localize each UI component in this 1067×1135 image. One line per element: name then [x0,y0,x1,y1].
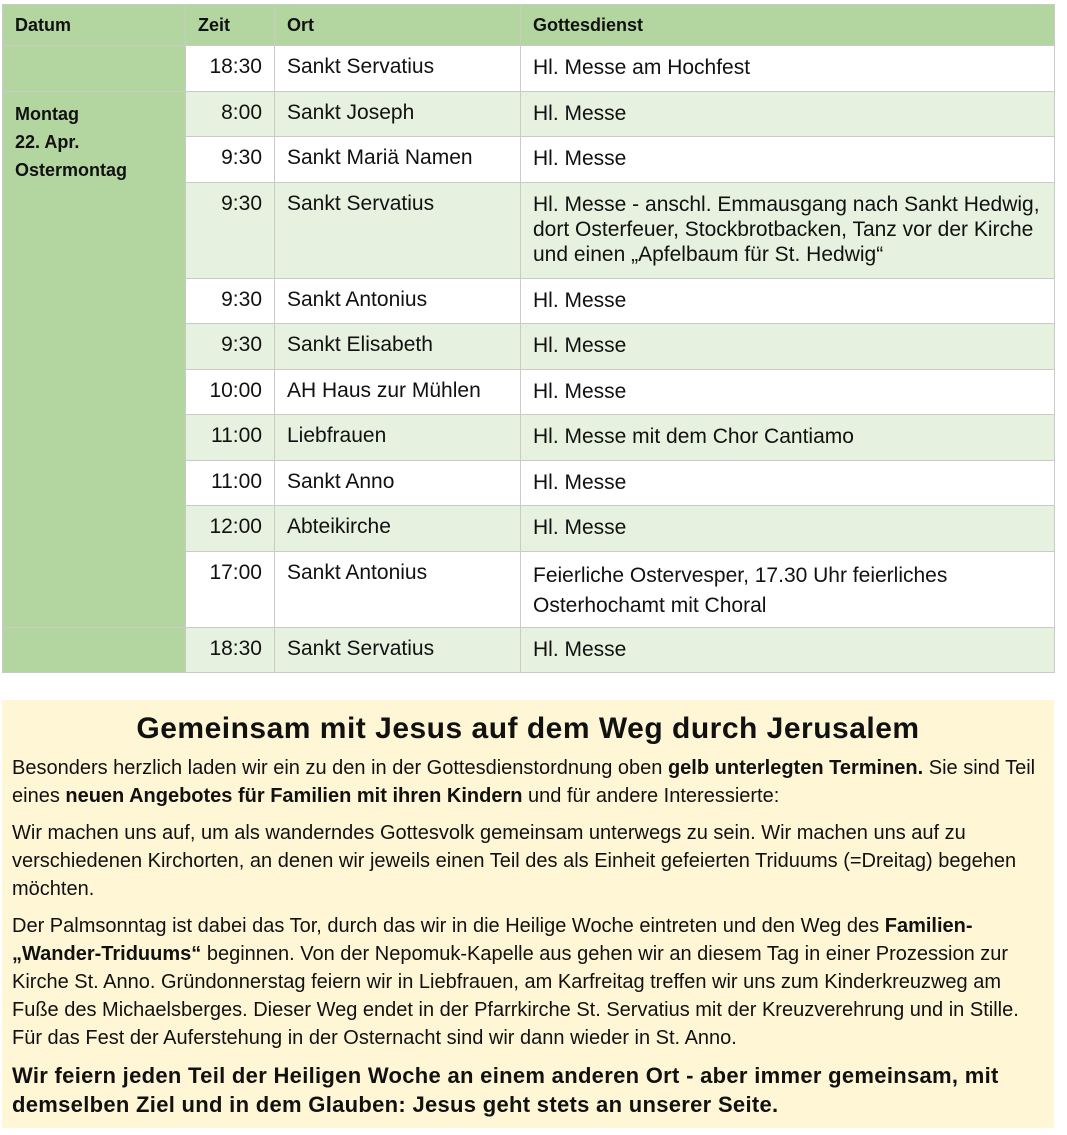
service-cell: Hl. Messe [521,628,1055,673]
info-title: Gemeinsam mit Jesus auf dem Weg durch Jerusalem [136,712,920,745]
service-cell: Hl. Messe [521,92,1055,137]
header-datum: Datum [3,5,186,46]
datum-cell-empty [3,46,186,92]
time-cell: 18:30 [186,628,275,673]
location-cell: Sankt Servatius [275,183,521,279]
time-cell: 9:30 [186,324,275,370]
table-row [3,92,1055,137]
time-cell: 10:00 [186,370,275,415]
header-zeit: Zeit [186,5,275,46]
time-cell: 11:00 [186,461,275,506]
datum-cell-empty [3,628,186,673]
location-cell: Sankt Joseph [275,92,521,137]
time-cell: 8:00 [186,92,275,137]
palmsunday-highlight: Familien-„Wander-Triduums“ [12,915,973,965]
table-row [3,46,1055,92]
location-cell: Abteikirche [275,506,521,552]
service-cell: Hl. Messe [521,506,1055,552]
header-gottesdienst: Gottesdienst [521,5,1055,46]
location-cell: Sankt Servatius [275,46,521,92]
schedule-table [2,4,1055,673]
service-cell: Feierliche Ostervesper, 17.30 Uhr feierliches Osterhochamt mit Choral [521,552,1055,628]
info-paragraph-intro [12,754,1044,810]
location-cell: Sankt Servatius [275,628,521,673]
service-cell: Hl. Messe [521,324,1055,370]
datum-weekday: Montag [15,104,79,124]
intro-text: Besonders herzlich laden wir ein zu den in der Gottesdienstordnung oben [12,757,668,779]
service-cell: Hl. Messe am Hochfest [521,46,1055,92]
info-panel [2,700,1054,1128]
palmsunday-text: beginnen. Von der Nepomuk-Kapelle aus gehen wir an diesem Tag in einer Prozession zur Kirche St. Anno. Gründonnerstag feiern wir in Liebfrauen, am Karfreitag treffen wir uns zum Kinderkreuzweg am Fuße des Michaelsberges. Dieser Weg endet in der Pfarrkirche St. Servatius mit der Kreuzverehrung und in Stille. Für das Fest der Auferstehung in der Osternacht sind wir dann wieder in St. Anno. [12,943,1019,1049]
datum-date: 22. Apr. [15,132,80,152]
datum-cell [3,92,186,628]
service-cell: Hl. Messe [521,279,1055,324]
location-cell: Sankt Antonius [275,552,521,628]
info-paragraph-palmsunday [12,912,1044,1052]
time-cell: 9:30 [186,279,275,324]
table-header-row [3,5,1055,46]
location-cell: AH Haus zur Mühlen [275,370,521,415]
location-cell: Sankt Elisabeth [275,324,521,370]
location-cell: Sankt Antonius [275,279,521,324]
intro-text: und für andere Interessierte: [522,785,780,807]
service-cell: Hl. Messe [521,370,1055,415]
location-cell: Liebfrauen [275,415,521,461]
table-row [3,628,1055,673]
service-cell: Hl. Messe [521,137,1055,183]
time-cell: 11:00 [186,415,275,461]
intro-text: Sie sind Teil eines [12,757,1036,807]
time-cell: 12:00 [186,506,275,552]
info-closing-statement: Wir feiern jeden Teil der Heiligen Woche an einem anderen Ort - aber immer gemeinsam, mit demselben Ziel und in dem Glauben: Jesus geht stets an unserer Seite. [12,1063,999,1117]
datum-holiday: Ostermontag [15,160,128,180]
location-cell: Sankt Mariä Namen [275,137,521,183]
service-cell: Hl. Messe - anschl. Emmausgang nach Sankt Hedwig, dort Osterfeuer, Stockbrotbacken, Tanz vor der Kirche und einen „Apfelbaum für St. Hedwig“ [521,183,1055,279]
time-cell: 9:30 [186,183,275,279]
info-paragraph-journey: Wir machen uns auf, um als wanderndes Gottesvolk gemeinsam unterwegs zu sein. Wir machen uns auf zu verschiedenen Kirchorten, an denen wir jeweils einen Teil des als Einheit gefeierten Triduums (=Dreitag) begehen möchten. [12,822,1017,900]
service-cell: Hl. Messe mit dem Chor Cantiamo [521,415,1055,461]
palmsunday-text: Der Palmsonntag ist dabei das Tor, durch das wir in die Heilige Woche eintreten und den Weg des [12,915,885,937]
time-cell: 18:30 [186,46,275,92]
header-ort: Ort [275,5,521,46]
location-cell: Sankt Anno [275,461,521,506]
time-cell: 9:30 [186,137,275,183]
time-cell: 17:00 [186,552,275,628]
service-cell: Hl. Messe [521,461,1055,506]
intro-highlight-yellow: gelb unterlegten Terminen. [667,757,924,779]
intro-highlight-families: neuen Angebotes für Familien mit ihren Kindern [65,785,523,807]
